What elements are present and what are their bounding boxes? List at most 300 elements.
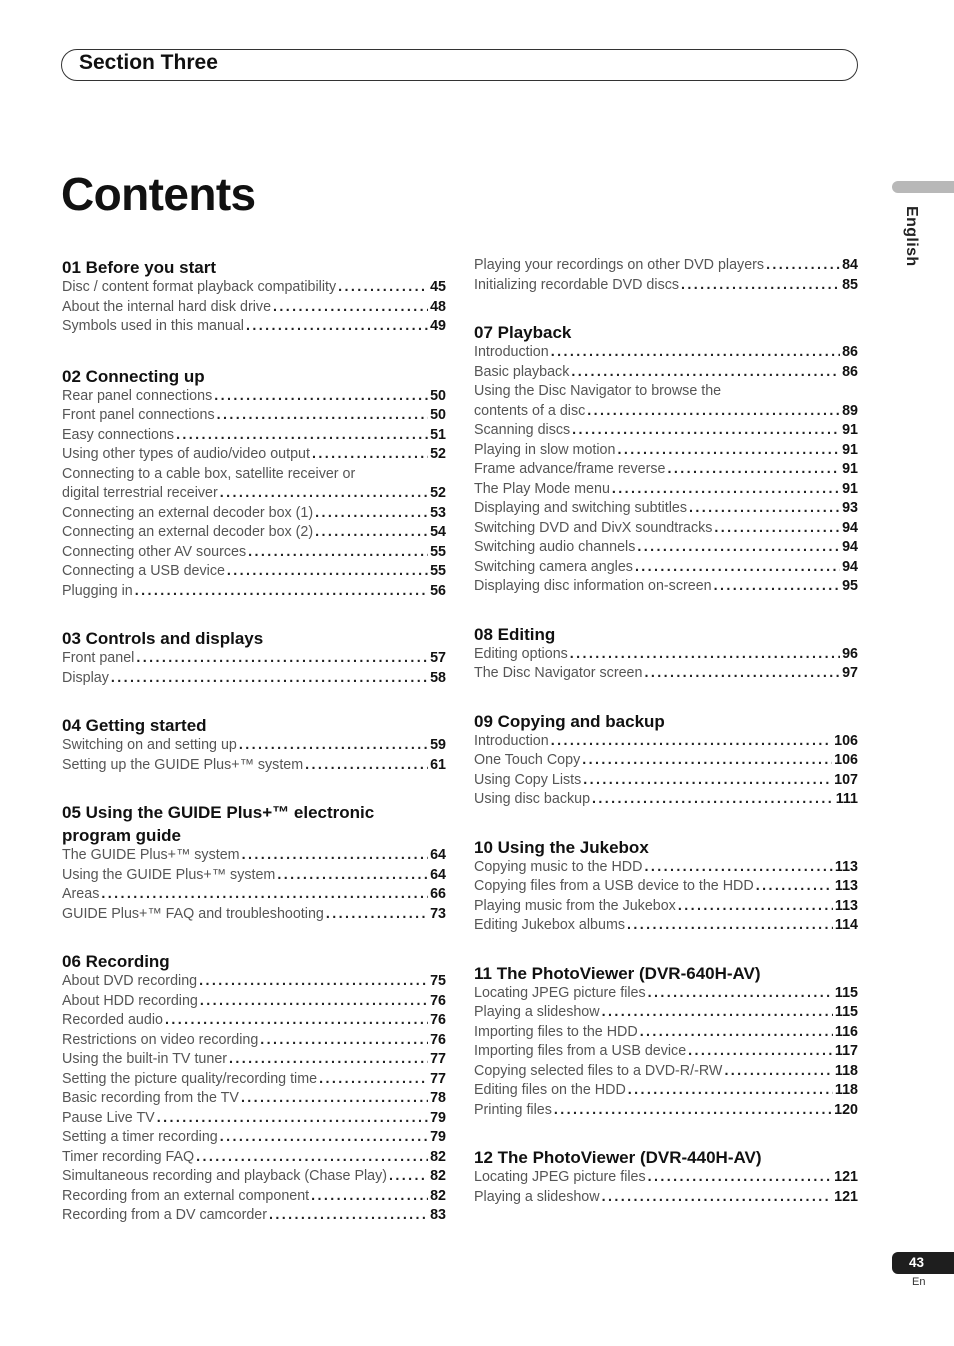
toc-entry-title: Switching audio channels <box>474 539 636 555</box>
toc-entry-title: Locating JPEG picture files <box>474 984 646 1001</box>
toc-entry[interactable] <box>62 1128 446 1148</box>
toc-entry-title: The Disc Navigator screen <box>474 665 643 681</box>
toc-entry[interactable] <box>62 736 446 756</box>
toc-entry-page: 83 <box>430 1207 446 1223</box>
dot-leader <box>637 538 840 558</box>
toc-entry[interactable] <box>62 278 446 298</box>
toc-entry-page: 113 <box>834 897 858 914</box>
dot-leader <box>766 256 840 276</box>
dot-leader <box>570 645 840 665</box>
toc-entry[interactable] <box>474 480 858 500</box>
toc-entry[interactable] <box>62 1070 446 1090</box>
toc-entry[interactable] <box>474 664 858 684</box>
toc-entry[interactable] <box>474 916 858 936</box>
toc-entry-page: 50 <box>430 407 446 423</box>
toc-entry[interactable] <box>474 877 858 897</box>
dot-leader <box>688 1042 833 1062</box>
toc-entry-title: Front panel <box>62 650 135 666</box>
toc-entry[interactable] <box>62 992 446 1012</box>
toc-entry-page: 114 <box>834 917 858 933</box>
toc-entry-page: 91 <box>842 461 858 477</box>
toc-entry-title: Setting a timer recording <box>62 1129 218 1145</box>
toc-entry-title: Copying selected files to a DVD-R/-RW <box>474 1062 723 1079</box>
dot-leader <box>220 484 428 504</box>
toc-entry-title: Restrictions on video recording <box>62 1031 259 1048</box>
toc-section <box>474 962 858 1121</box>
toc-entry-title: Connecting an external decoder box (2) <box>62 524 314 540</box>
toc-section-heading: 05 Using the GUIDE Plus+™ electronic program guide <box>62 803 375 845</box>
toc-entry-title: Connecting to a cable box, satellite receiver or <box>62 465 356 482</box>
dot-leader <box>628 1081 833 1101</box>
toc-entry-title: Playing a slideshow <box>474 1004 600 1020</box>
toc-entry[interactable] <box>62 1206 446 1226</box>
toc-section-heading: 09 Copying and backup <box>474 711 665 731</box>
toc-entry-title: Setting up the GUIDE Plus+™ system <box>62 756 304 773</box>
toc-entry-title: Using the built-in TV tuner <box>62 1051 228 1067</box>
toc-entry-page: 111 <box>835 791 858 807</box>
dot-leader <box>644 664 840 684</box>
toc-section-heading: 08 Editing <box>474 624 556 644</box>
toc-entry[interactable] <box>474 363 858 383</box>
toc-section <box>474 710 858 810</box>
toc-entry-page: 117 <box>834 1043 858 1059</box>
toc-entry-page: 76 <box>430 1031 446 1048</box>
toc-section-heading: 12 The PhotoViewer (DVR-440H-AV) <box>474 1148 762 1167</box>
toc-section <box>62 256 446 337</box>
toc-entry[interactable] <box>62 1050 446 1070</box>
dot-leader <box>582 751 832 771</box>
dot-leader <box>217 406 428 426</box>
toc-entry[interactable] <box>62 406 446 426</box>
toc-entry-title: Disc / content format playback compatibility <box>62 279 337 295</box>
toc-entry[interactable] <box>62 562 446 582</box>
toc-entry-title: Importing files to the HDD <box>474 1023 638 1040</box>
toc-entry-title: Editing options <box>474 645 568 662</box>
toc-entry[interactable] <box>474 1062 858 1082</box>
toc-entry-title: About HDD recording <box>62 992 198 1009</box>
toc-entry[interactable] <box>62 523 446 543</box>
toc-section-heading: 11 The PhotoViewer (DVR-640H-AV) <box>474 963 761 983</box>
toc-entry[interactable] <box>62 387 446 407</box>
toc-entry-title: Recording from a DV camcorder <box>62 1207 267 1223</box>
toc-entry-page: 55 <box>430 543 446 560</box>
toc-entry[interactable] <box>62 543 446 563</box>
dot-leader <box>724 1062 832 1082</box>
toc-entry-page: 61 <box>430 756 446 773</box>
toc-entry-title: Copying files from a USB device to the HDD <box>474 878 754 894</box>
dot-leader <box>640 1023 833 1043</box>
toc-entry-title: Switching camera angles <box>474 558 633 575</box>
toc-entry[interactable] <box>474 577 858 597</box>
toc-entry-page: 50 <box>430 387 446 404</box>
toc-entry-title: contents of a disc <box>474 402 586 419</box>
toc-entry-title: Plugging in <box>62 582 133 599</box>
toc-entry[interactable] <box>62 1167 446 1187</box>
page-title: Contents <box>61 168 256 220</box>
toc-entry-title: Using the GUIDE Plus+™ system <box>62 866 276 883</box>
toc-entry-title: Scanning discs <box>474 422 571 438</box>
toc-entry-title: Copying music to the HDD <box>474 858 643 875</box>
toc-entry-title: Connecting a USB device <box>62 563 225 579</box>
dot-leader <box>689 499 840 519</box>
toc-entry[interactable] <box>62 905 446 925</box>
toc-entry-page: 57 <box>430 650 446 666</box>
toc-entry[interactable] <box>474 343 858 363</box>
toc-entry-page: 106 <box>834 732 858 749</box>
toc-section <box>62 627 446 688</box>
toc-entry[interactable] <box>474 1003 858 1023</box>
toc-entry[interactable] <box>62 1148 446 1168</box>
toc-entry-title: Editing Jukebox albums <box>474 917 625 933</box>
toc-section-heading: 07 Playback <box>474 323 572 342</box>
toc-entry[interactable] <box>62 1011 446 1031</box>
toc-section-heading: 02 Connecting up <box>62 366 205 386</box>
toc-section <box>474 321 858 597</box>
dot-leader <box>315 523 428 543</box>
dot-leader <box>389 1167 428 1187</box>
toc-entry-title: Playing music from the Jukebox <box>474 897 676 914</box>
toc-entry-page: 66 <box>430 886 446 902</box>
dot-leader <box>273 298 428 318</box>
toc-entry-title: Displaying and switching subtitles <box>474 500 687 516</box>
toc-entry-page: 59 <box>430 737 446 753</box>
dot-leader <box>678 897 833 917</box>
dot-leader <box>246 317 428 337</box>
toc-entry[interactable] <box>62 1089 446 1109</box>
toc-entry-title: Recorded audio <box>62 1012 163 1028</box>
toc-entry-page: 118 <box>834 1082 858 1098</box>
dot-leader <box>239 736 428 756</box>
toc-entry[interactable] <box>474 538 858 558</box>
dot-leader <box>319 1070 428 1090</box>
dot-leader <box>756 877 833 897</box>
dot-leader <box>668 460 841 480</box>
toc-entry-title: The GUIDE Plus+™ system <box>62 847 240 863</box>
toc-entry-page: 49 <box>430 318 446 334</box>
dot-leader <box>602 1003 833 1023</box>
dot-leader <box>592 790 834 810</box>
toc-entry-title: Using Copy Lists <box>474 771 582 788</box>
toc-entry-page: 107 <box>834 771 858 788</box>
section-header-bar <box>61 49 858 81</box>
toc-entry[interactable] <box>62 445 446 465</box>
dot-leader <box>681 276 840 296</box>
toc-entry[interactable] <box>62 756 446 776</box>
toc-entry-title: Introduction <box>474 732 549 749</box>
toc-entry-page: 75 <box>430 973 446 989</box>
toc-entry-title: Using the Disc Navigator to browse the <box>474 383 722 399</box>
toc-entry-page: 78 <box>430 1090 446 1106</box>
toc-entry-page: 73 <box>430 905 446 922</box>
dot-leader <box>315 504 428 524</box>
toc-entry-page: 94 <box>842 558 858 575</box>
toc-entry-title: Displaying disc information on-screen <box>474 578 712 594</box>
toc-entry-page: 76 <box>430 992 446 1009</box>
dot-leader <box>583 771 832 791</box>
toc-section <box>62 365 446 602</box>
toc-entry-page: 120 <box>834 1101 858 1118</box>
toc-section <box>62 714 446 775</box>
dot-leader <box>326 905 428 925</box>
toc-entry[interactable] <box>474 732 858 752</box>
dot-leader <box>648 1168 832 1188</box>
toc-entry-title: Initializing recordable DVD discs <box>474 276 680 293</box>
toc-entry-title: Simultaneous recording and playback (Chase Play) <box>62 1168 388 1184</box>
toc-entry-page: 54 <box>430 524 446 540</box>
toc-entry[interactable] <box>474 645 858 665</box>
dot-leader <box>571 363 840 383</box>
dot-leader <box>648 984 833 1004</box>
toc-section-heading: 01 Before you start <box>62 258 216 277</box>
page-number: 43 <box>909 1255 925 1270</box>
dot-leader <box>220 1128 428 1148</box>
toc-entry-page: 85 <box>842 276 858 293</box>
toc-entry-page: 94 <box>842 539 858 555</box>
toc-entry-title: Connecting an external decoder box (1) <box>62 504 314 521</box>
dot-leader <box>165 1011 428 1031</box>
toc-entry-page: 86 <box>842 344 858 360</box>
toc-entry[interactable] <box>62 972 446 992</box>
toc-entry[interactable] <box>474 276 858 296</box>
toc-entry-page: 118 <box>834 1062 858 1079</box>
dot-leader <box>277 866 428 886</box>
toc-entry[interactable] <box>474 858 858 878</box>
toc-entry-page: 79 <box>430 1109 446 1126</box>
dot-leader <box>305 756 428 776</box>
dot-leader <box>196 1148 428 1168</box>
toc-entry[interactable] <box>62 317 446 337</box>
toc-entry-title: Basic playback <box>474 363 570 380</box>
dot-leader <box>135 582 428 602</box>
dot-leader <box>111 669 428 689</box>
toc-entry-title: Playing your recordings on other DVD players <box>474 257 765 273</box>
dot-leader <box>714 577 840 597</box>
toc-right-column <box>474 256 858 1207</box>
toc-entry[interactable] <box>62 582 446 602</box>
toc-entry[interactable] <box>474 984 858 1004</box>
language-tab <box>892 181 954 193</box>
toc-entry[interactable] <box>62 504 446 524</box>
toc-entry-page: 121 <box>834 1188 858 1205</box>
dot-leader <box>617 441 840 461</box>
toc-entry[interactable] <box>474 256 858 276</box>
page-language-code: En <box>912 1276 926 1288</box>
toc-entry-page: 106 <box>834 752 858 768</box>
toc-section <box>474 256 858 295</box>
toc-entry-title: Frame advance/frame reverse <box>474 461 666 477</box>
toc-entry-page: 95 <box>842 578 858 594</box>
language-label: English <box>903 206 920 267</box>
toc-entry-title: About the internal hard disk drive <box>62 298 272 315</box>
toc-section-heading: 03 Controls and displays <box>62 629 264 648</box>
toc-entry[interactable] <box>62 426 446 446</box>
toc-entry-title: Importing files from a USB device <box>474 1043 687 1059</box>
dot-leader <box>260 1031 428 1051</box>
toc-entry[interactable] <box>474 1188 858 1208</box>
toc-entry-page: 77 <box>430 1051 446 1067</box>
toc-entry-title: Basic recording from the TV <box>62 1090 239 1106</box>
toc-entry-page: 45 <box>430 279 446 295</box>
toc-entry-page: 113 <box>834 878 858 894</box>
toc-entry[interactable] <box>62 846 446 866</box>
toc-entry-page: 84 <box>842 257 858 273</box>
toc-entry-title: Locating JPEG picture files <box>474 1169 646 1185</box>
toc-entry-page: 91 <box>842 480 858 497</box>
page-number-badge <box>892 1252 954 1274</box>
toc-entry-title: About DVD recording <box>62 973 198 989</box>
toc-entry-page: 115 <box>834 984 858 1001</box>
toc-entry[interactable] <box>62 1109 446 1129</box>
dot-leader <box>635 558 840 578</box>
toc-entry-page: 64 <box>430 847 446 863</box>
dot-leader <box>241 1089 428 1109</box>
toc-entry[interactable] <box>62 298 446 318</box>
toc-entry-page: 86 <box>842 363 858 380</box>
toc-entry-page: 121 <box>834 1169 858 1185</box>
toc-entry[interactable] <box>474 1042 858 1062</box>
toc-entry[interactable] <box>474 897 858 917</box>
dot-leader <box>101 885 428 905</box>
dot-leader <box>338 278 428 298</box>
dot-leader <box>176 426 428 446</box>
toc-entry-title: digital terrestrial receiver <box>62 485 218 501</box>
toc-entry-page: 113 <box>834 858 858 875</box>
toc-section-heading: 06 Recording <box>62 952 170 971</box>
toc-entry[interactable] <box>62 1187 446 1207</box>
toc-entry-title: Recording from an external component <box>62 1187 310 1204</box>
toc-entry-page: 64 <box>430 866 446 883</box>
toc-entry[interactable] <box>62 649 446 669</box>
toc-entry-page: 48 <box>430 298 446 315</box>
toc-entry-page: 94 <box>842 519 858 536</box>
toc-section-heading: 10 Using the Jukebox <box>474 837 649 857</box>
toc-entry-page: 51 <box>430 426 446 443</box>
toc-entry-title: The Play Mode menu <box>474 480 610 497</box>
toc-entry-page: 82 <box>430 1148 446 1165</box>
toc-entry-page: 91 <box>842 422 858 438</box>
dot-leader <box>136 649 428 669</box>
toc-entry-page: 55 <box>430 563 446 579</box>
dot-leader <box>248 543 428 563</box>
dot-leader <box>229 1050 428 1070</box>
toc-entry-page: 76 <box>430 1012 446 1028</box>
toc-entry-title: Playing in slow motion <box>474 441 616 458</box>
dot-leader <box>572 421 840 441</box>
toc-entry[interactable] <box>474 1023 858 1043</box>
toc-entry[interactable] <box>474 382 858 402</box>
toc-entry-page: 82 <box>430 1168 446 1184</box>
toc-entry-page: 82 <box>430 1187 446 1204</box>
toc-entry-title: One Touch Copy <box>474 752 581 768</box>
toc-entry-page: 79 <box>430 1129 446 1145</box>
toc-entry-page: 58 <box>430 669 446 686</box>
toc-entry[interactable] <box>474 790 858 810</box>
section-label: Section Three <box>79 51 218 74</box>
toc-entry-page: 97 <box>842 665 858 681</box>
toc-entry-title: Rear panel connections <box>62 387 213 404</box>
toc-entry-page: 53 <box>430 504 446 521</box>
toc-entry-title: Editing files on the HDD <box>474 1082 626 1098</box>
toc-entry[interactable] <box>474 558 858 578</box>
toc-entry-page: 52 <box>430 446 446 462</box>
toc-entry[interactable] <box>62 885 446 905</box>
dot-leader <box>602 1188 833 1208</box>
toc-entry[interactable] <box>474 519 858 539</box>
toc-entry-title: Front panel connections <box>62 407 215 423</box>
toc-entry-page: 115 <box>834 1004 858 1020</box>
toc-entry-page: 77 <box>430 1070 446 1087</box>
toc-entry[interactable] <box>62 669 446 689</box>
dot-leader <box>612 480 840 500</box>
toc-entry[interactable] <box>474 751 858 771</box>
dot-leader <box>227 562 428 582</box>
toc-entry-title: Timer recording FAQ <box>62 1148 195 1165</box>
toc-left-column <box>62 256 446 1226</box>
toc-entry[interactable] <box>474 1168 858 1188</box>
toc-section <box>62 801 446 924</box>
toc-entry-page: 93 <box>842 500 858 516</box>
toc-entry-page: 52 <box>430 485 446 501</box>
toc-entry[interactable] <box>474 402 858 422</box>
toc-entry-page: 96 <box>842 645 858 662</box>
toc-entry[interactable] <box>62 484 446 504</box>
toc-entry-title: Setting the picture quality/recording time <box>62 1070 318 1087</box>
toc-entry[interactable] <box>474 499 858 519</box>
toc-entry-title: Areas <box>62 886 100 902</box>
dot-leader <box>714 519 840 539</box>
dot-leader <box>214 387 428 407</box>
toc-entry-title: Using other types of audio/video output <box>62 446 310 462</box>
dot-leader <box>551 732 832 752</box>
toc-entry[interactable] <box>474 1101 858 1121</box>
toc-entry-title: Switching on and setting up <box>62 737 237 753</box>
dot-leader <box>242 846 429 866</box>
toc-entry-title: Introduction <box>474 344 549 360</box>
toc-section <box>62 950 446 1226</box>
toc-entry[interactable] <box>62 465 446 485</box>
toc-section <box>474 836 858 936</box>
toc-entry-title: Using disc backup <box>474 791 591 807</box>
toc-entry-page: 89 <box>842 402 858 419</box>
toc-entry[interactable] <box>474 1081 858 1101</box>
toc-entry-title: Playing a slideshow <box>474 1188 600 1205</box>
toc-entry[interactable] <box>474 421 858 441</box>
toc-entry[interactable] <box>62 1031 446 1051</box>
dot-leader <box>551 343 840 363</box>
dot-leader <box>157 1109 428 1129</box>
toc-entry[interactable] <box>474 771 858 791</box>
toc-entry[interactable] <box>474 460 858 480</box>
toc-entry[interactable] <box>474 441 858 461</box>
dot-leader <box>199 972 428 992</box>
toc-section <box>474 623 858 684</box>
dot-leader <box>627 916 833 936</box>
toc-entry-title: Switching DVD and DivX soundtracks <box>474 519 713 536</box>
dot-leader <box>312 445 428 465</box>
toc-section <box>474 1146 858 1207</box>
dot-leader <box>644 858 832 878</box>
toc-section-heading: 04 Getting started <box>62 716 207 735</box>
toc-entry[interactable] <box>62 866 446 886</box>
dot-leader <box>554 1101 832 1121</box>
toc-entry-page: 56 <box>430 582 446 599</box>
toc-entry-title: Display <box>62 669 109 686</box>
dot-leader <box>269 1206 428 1226</box>
toc-entry-title: Printing files <box>474 1101 552 1118</box>
toc-entry-title: Connecting other AV sources <box>62 543 247 560</box>
toc-entry-title: GUIDE Plus+™ FAQ and troubleshooting <box>62 905 324 922</box>
toc-entry-page: 116 <box>834 1023 858 1040</box>
